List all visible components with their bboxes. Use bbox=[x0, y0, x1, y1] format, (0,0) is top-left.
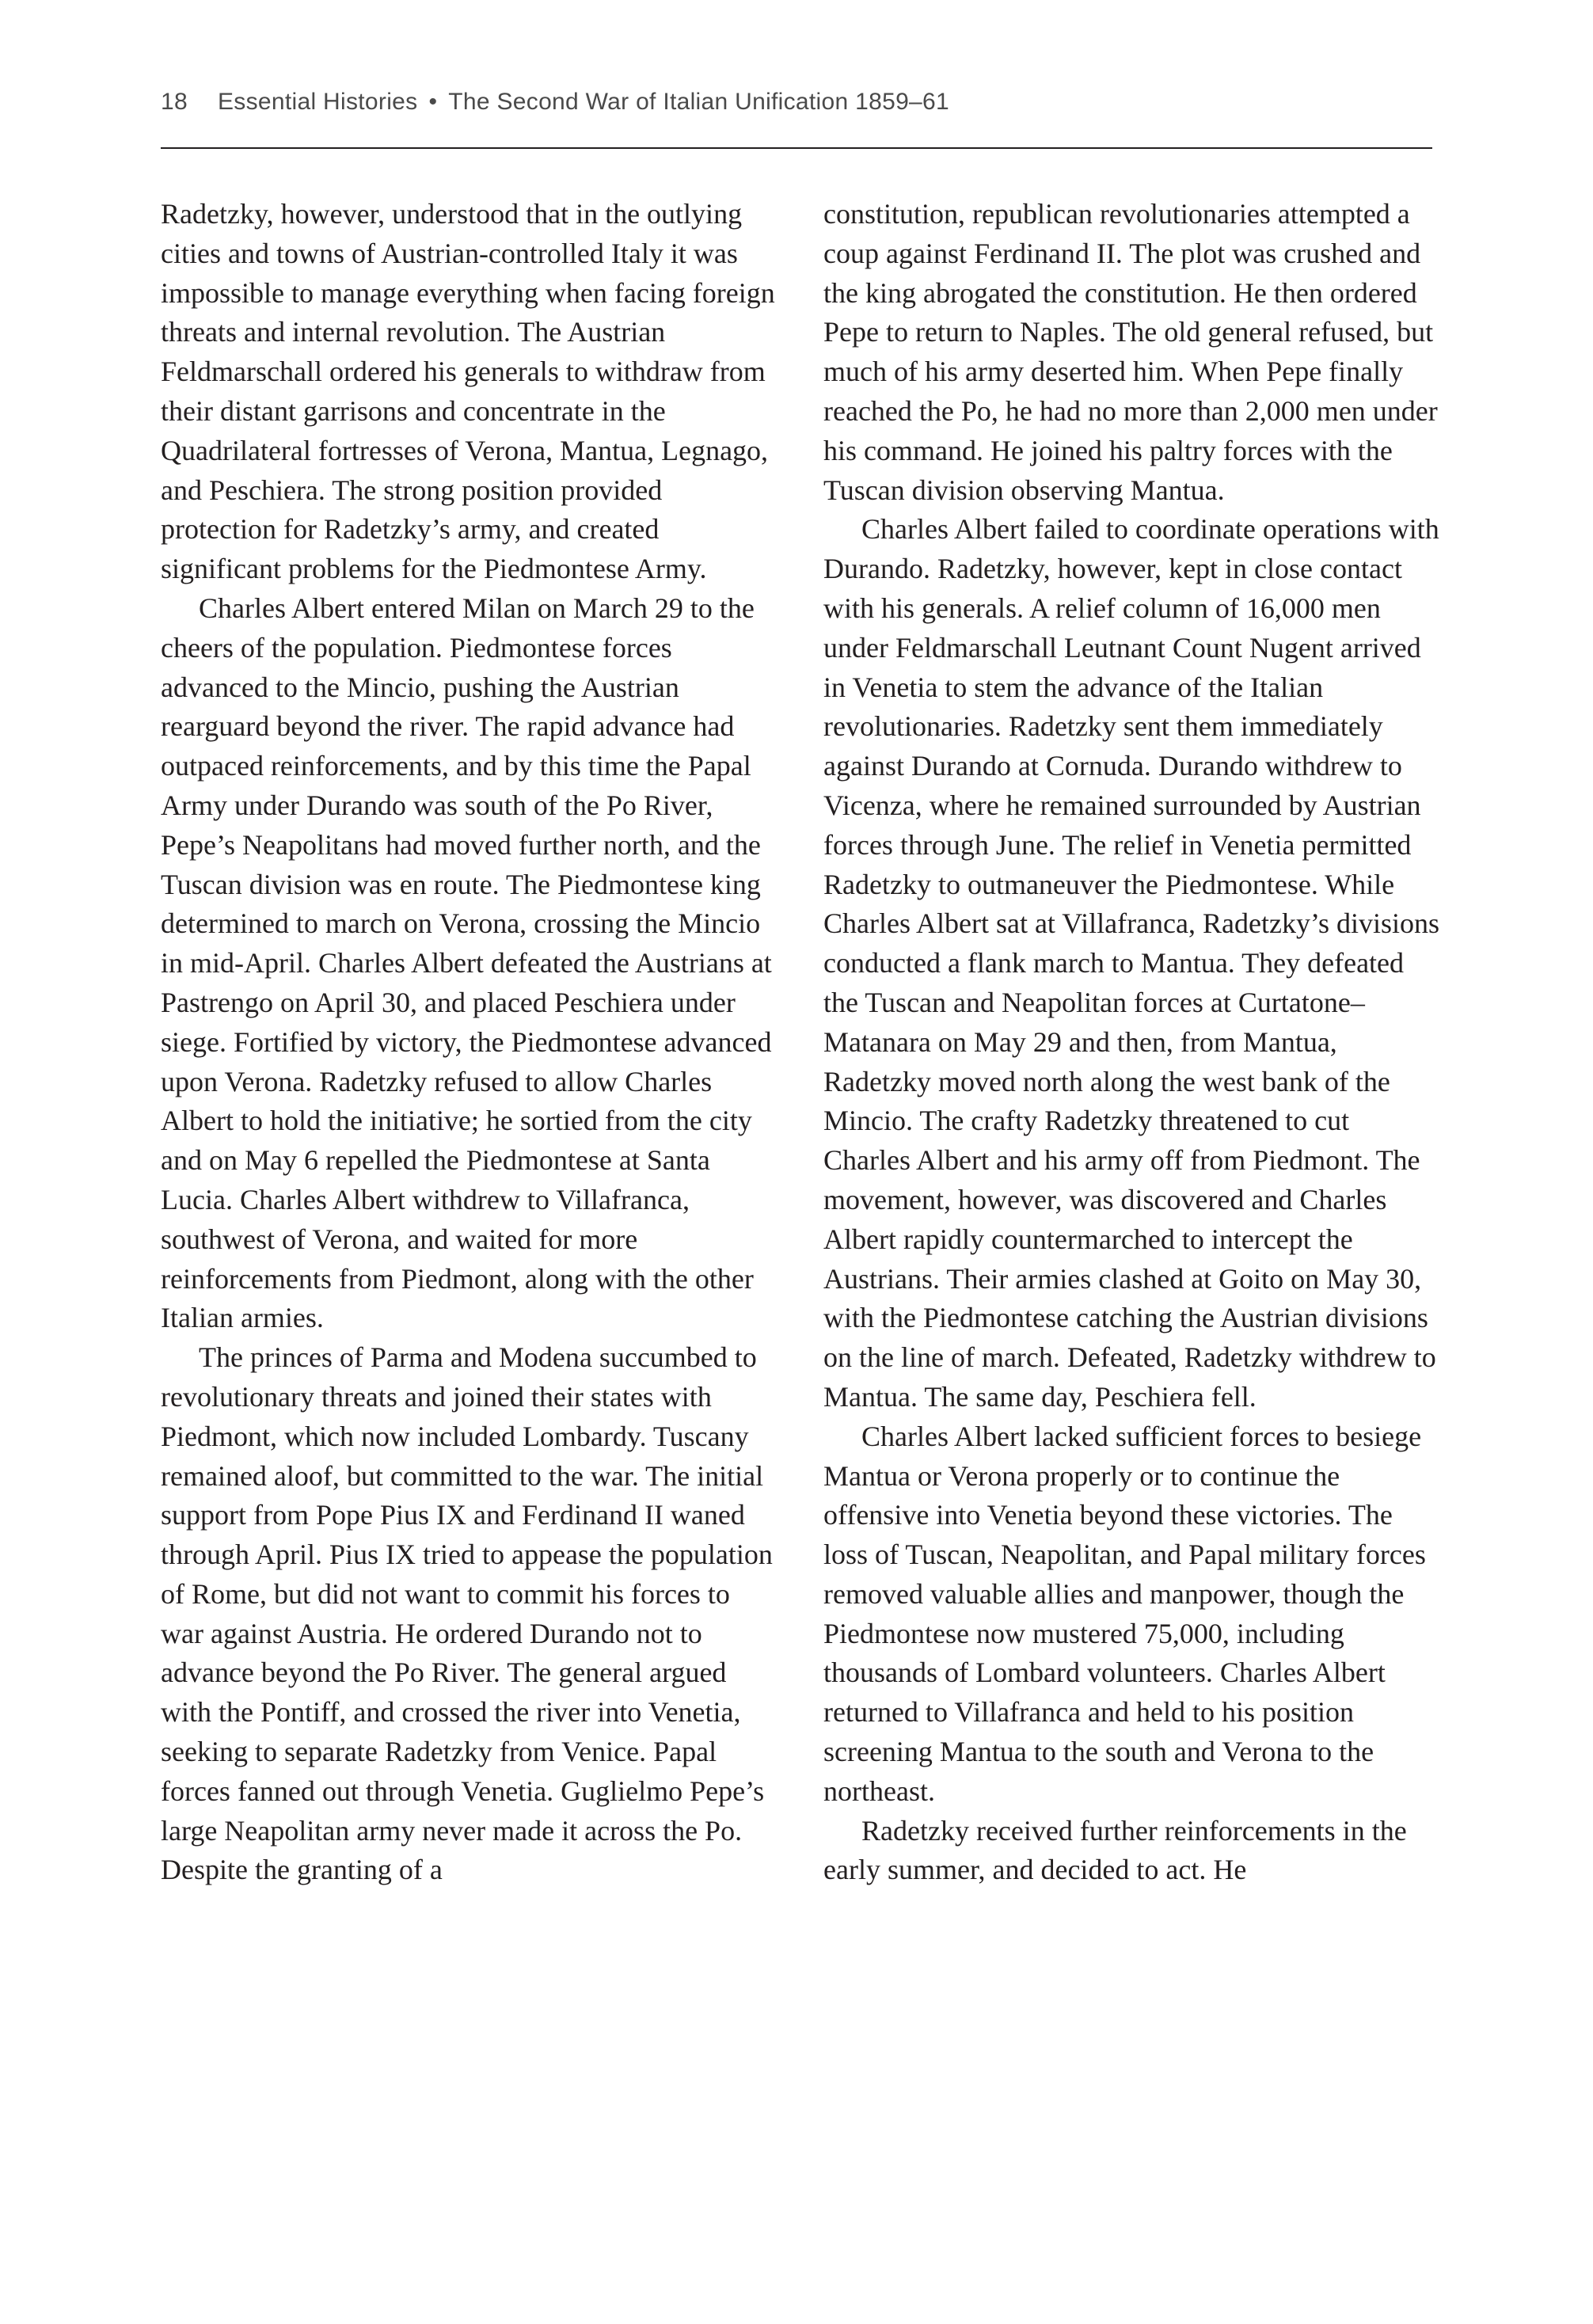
paragraph: Radetzky, however, understood that in the outlying cities and towns of Austrian-controlled Italy it was impossible to manage everything when facing foreign threats and internal revolution. The Austrian Feldmarschall ordered his generals to withdraw from their distant garrisons and concentrate in the Quadrilateral fortresses of Verona, Mantua, Legnago, and Peschiera. The strong position provided protection for Radetzky’s army, and created significant problems for the Piedmontese Army. bbox=[161, 198, 775, 585]
page-number: 18 bbox=[161, 89, 188, 115]
paragraph: constitution, republican revolutionaries attempted a coup against Ferdinand II. The plot was crushed and the king abrogated the constitution. He then ordered Pepe to return to Naples. The old general refused, but much of his army deserted him. When Pepe finally reached the Po, he had no more than 2,000 men under his command. He joined his paltry forces with the Tuscan division observing Mantua. bbox=[823, 198, 1438, 506]
header-rule bbox=[161, 147, 1432, 149]
running-header bbox=[161, 89, 1428, 136]
paragraph: Charles Albert entered Milan on March 29 to the cheers of the population. Piedmontese forces advanced to the Mincio, pushing the Austrian rearguard beyond the river. The rapid advance had outpaced reinforcements, and by this time the Papal Army under Durando was south of the Po River, Pepe’s Neapolitans had moved further north, and the Tuscan division was en route. The Piedmontese king determined to march on Verona, crossing the Mincio in mid-April. Charles Albert defeated the Austrians at Pastrengo on April 30, and placed Peschiera under siege. Fortified by victory, the Piedmontese advanced upon Verona. Radetzky refused to allow Charles Albert to hold the initiative; he sortied from the city and on May 6 repelled the Piedmontese at Santa Lucia. Charles Albert withdrew to Villafranca, southwest of Verona, and waited for more reinforcements from Piedmont, along with the other Italian armies. bbox=[161, 591, 772, 1334]
book-title: The Second War of Italian Unification 1859–61 bbox=[448, 89, 950, 115]
paragraph: The princes of Parma and Modena succumbed to revolutionary threats and joined their states with Piedmont, which now included Lombardy. Tuscany remained aloof, but committed to the war. The initial support from Pope Pius IX and Ferdinand II waned through April. Pius IX tried to appease the population of Rome, but did not want to commit his forces to war against Austria. He ordered Durando not to advance beyond the Po River. The general argued with the Pontiff, and crossed the river into Venetia, seeking to separate Radetzky from Venice. Papal forces fanned out through Venetia. Guglielmo Pepe’s large Neapolitan army never made it across the Po. Despite the granting of a bbox=[161, 1341, 773, 1886]
header-separator: • bbox=[428, 89, 438, 115]
paragraph: Charles Albert failed to coordinate operations with Durando. Radetzky, however, kept in close contact with his generals. A relief column of 16,000 men under Feldmarschall Leutnant Count Nugent arrived in Venetia to stem the advance of the Italian revolutionaries. Radetzky sent them immediately against Durando at Cornuda. Durando withdrew to Vicenza, where he remained surrounded by Austrian forces through June. The relief in Venetia permitted Radetzky to outmaneuver the Piedmontese. While Charles Albert sat at Villafranca, Radetzky’s divisions conducted a flank march to Mantua. They defeated the Tuscan and Neapolitan forces at Curtatone–Matanara on May 29 and then, from Mantua, Radetzky moved north along the west bank of the Mincio. The crafty Radetzky threatened to cut Charles Albert and his army off from Piedmont. The movement, however, was discovered and Charles Albert rapidly countermarched to intercept the Austrians. Their armies clashed at Goito on May 30, with the Piedmontese catching the Austrian divisions on the line of march. Defeated, Radetzky withdrew to Mantua. The same day, Peschiera fell. bbox=[823, 513, 1439, 1413]
right-column bbox=[823, 195, 1441, 1890]
left-column bbox=[161, 195, 778, 1890]
series-name: Essential Histories bbox=[217, 89, 418, 115]
paragraph: Radetzky received further reinforcements in the early summer, and decided to act. He bbox=[823, 1814, 1407, 1886]
paragraph: Charles Albert lacked sufficient forces to besiege Mantua or Verona properly or to continue the offensive into Venetia beyond these victories. The loss of Tuscan, Neapolitan, and Papal military forces removed valuable allies and manpower, though the Piedmontese now mustered 75,000, including thousands of Lombard volunteers. Charles Albert returned to Villafranca and held to his position screening Mantua to the south and Verona to the northeast. bbox=[823, 1420, 1426, 1807]
